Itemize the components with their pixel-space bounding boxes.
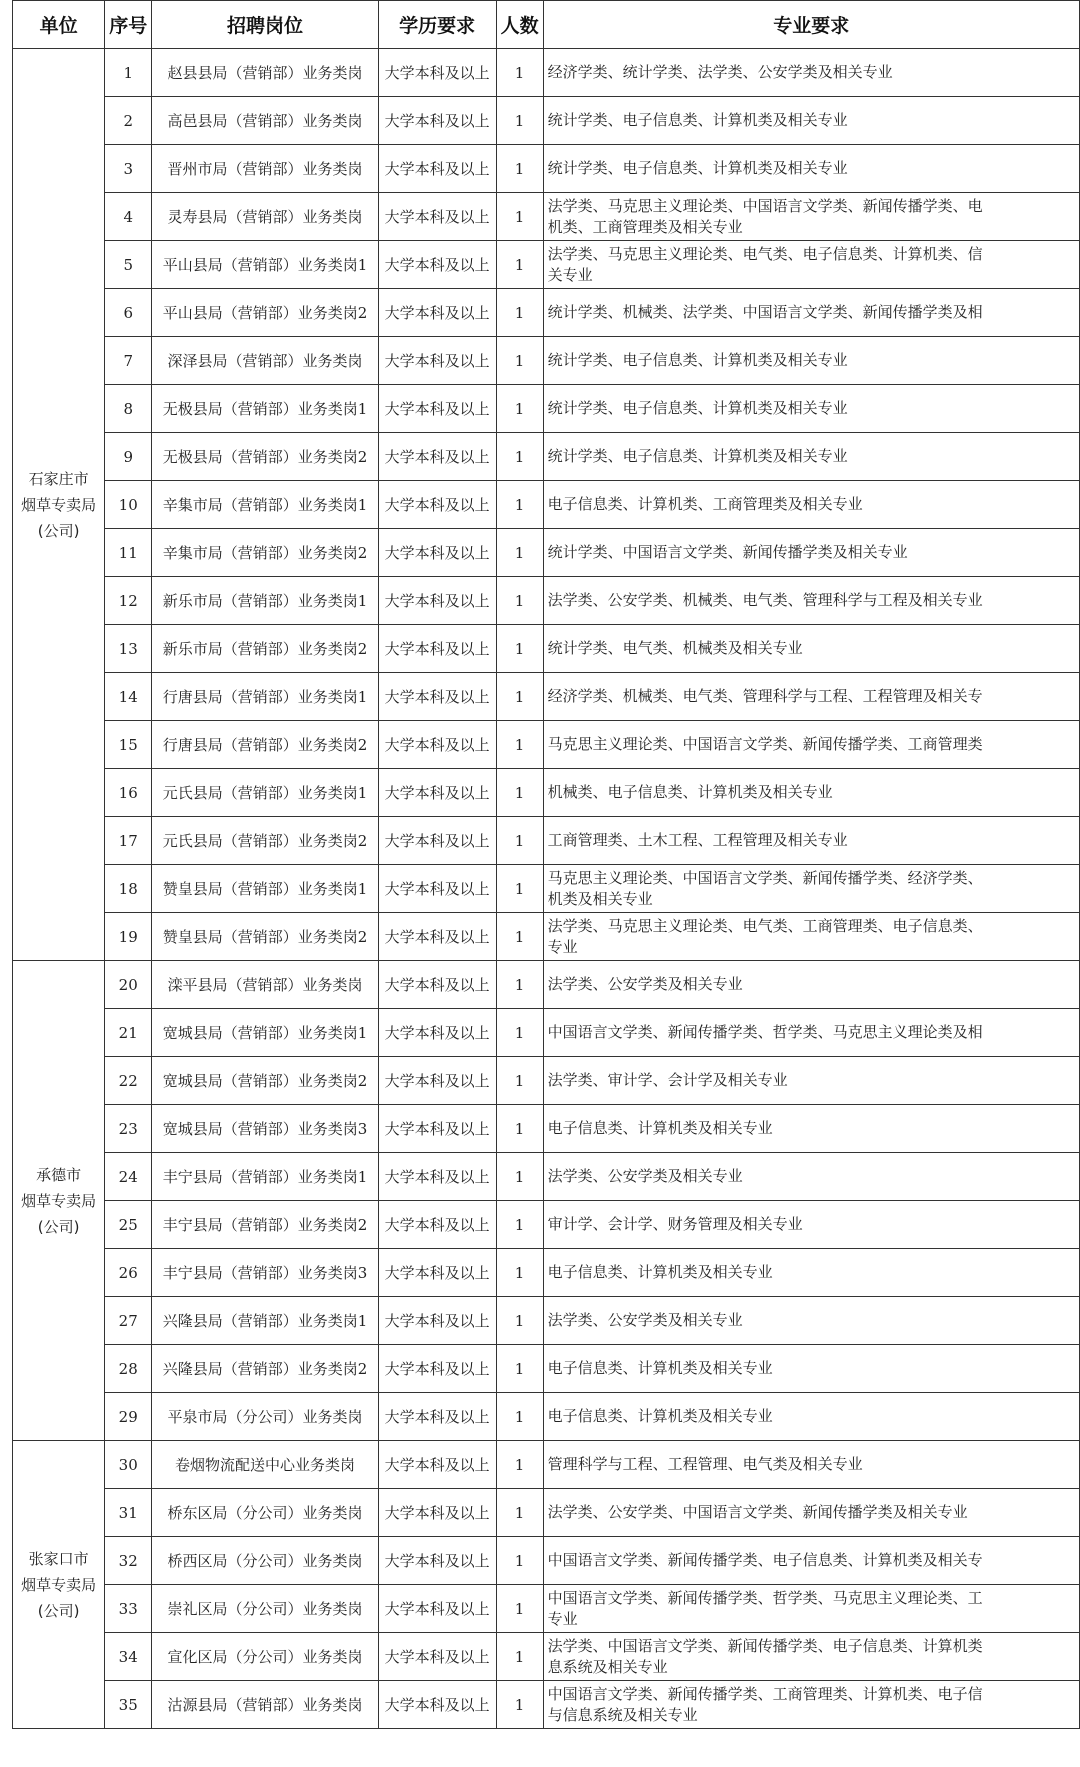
count-cell: 1 (496, 385, 543, 433)
major-cell (543, 577, 1079, 625)
row-number: 19 (105, 913, 152, 961)
major-line: 统计学类、电子信息类、计算机类及相关专业 (547, 351, 848, 369)
major-line: 机类、工商管理类及相关专业 (547, 217, 743, 236)
row-number: 23 (105, 1105, 152, 1153)
major-cell (543, 1105, 1079, 1153)
major-line: 中国语言文学类、新闻传播学类、哲学类、马克思主义理论类、工 (547, 1588, 983, 1607)
major-cell (543, 817, 1079, 865)
position-cell: 桥西区局（分公司）业务类岗 (152, 1537, 378, 1585)
table-row (13, 145, 1080, 193)
major-cell (543, 961, 1079, 1009)
education-cell: 大学本科及以上 (378, 769, 496, 817)
education-cell: 大学本科及以上 (378, 97, 496, 145)
row-number: 3 (105, 145, 152, 193)
education-cell: 大学本科及以上 (378, 1153, 496, 1201)
count-cell: 1 (496, 1441, 543, 1489)
major-line: 电子信息类、计算机类及相关专业 (547, 1263, 773, 1281)
education-cell: 大学本科及以上 (378, 817, 496, 865)
education-cell: 大学本科及以上 (378, 865, 496, 913)
count-cell: 1 (496, 865, 543, 913)
count-cell: 1 (496, 817, 543, 865)
table-row (13, 193, 1080, 241)
row-number: 4 (105, 193, 152, 241)
row-number: 8 (105, 385, 152, 433)
count-cell: 1 (496, 193, 543, 241)
position-cell: 崇礼区局（分公司）业务类岗 (152, 1585, 378, 1633)
count-cell: 1 (496, 289, 543, 337)
unit-line: (公司) (37, 1601, 80, 1620)
unit-line: 烟草专卖局 (21, 495, 97, 514)
major-cell (543, 241, 1079, 289)
row-number: 12 (105, 577, 152, 625)
row-number: 10 (105, 481, 152, 529)
table-row (13, 289, 1080, 337)
position-cell: 滦平县局（营销部）业务类岗 (152, 961, 378, 1009)
education-cell: 大学本科及以上 (378, 529, 496, 577)
major-line: 统计学类、电子信息类、计算机类及相关专业 (547, 399, 848, 417)
major-cell (543, 1489, 1079, 1537)
count-cell: 1 (496, 145, 543, 193)
count-cell: 1 (496, 1489, 543, 1537)
row-number: 14 (105, 673, 152, 721)
table-row (13, 1105, 1080, 1153)
position-cell: 行唐县局（营销部）业务类岗2 (152, 721, 378, 769)
education-cell: 大学本科及以上 (378, 1105, 496, 1153)
education-cell: 大学本科及以上 (378, 337, 496, 385)
major-line: 马克思主义理论类、中国语言文学类、新闻传播学类、经济学类、 (547, 868, 983, 887)
education-cell: 大学本科及以上 (378, 49, 496, 97)
table-row (13, 769, 1080, 817)
major-line: 法学类、中国语言文学类、新闻传播学类、电子信息类、计算机类 (547, 1636, 983, 1655)
position-cell: 桥东区局（分公司）业务类岗 (152, 1489, 378, 1537)
major-line: 统计学类、中国语言文学类、新闻传播学类及相关专业 (547, 543, 908, 561)
education-cell: 大学本科及以上 (378, 577, 496, 625)
education-cell: 大学本科及以上 (378, 1489, 496, 1537)
unit-cell (13, 49, 105, 961)
major-cell (543, 625, 1079, 673)
count-cell: 1 (496, 1009, 543, 1057)
table-row (13, 49, 1080, 97)
row-number: 5 (105, 241, 152, 289)
table-row (13, 1057, 1080, 1105)
header-unit: 单位 (13, 1, 105, 49)
position-cell: 平泉市局（分公司）业务类岗 (152, 1393, 378, 1441)
major-cell (543, 721, 1079, 769)
unit-line: 烟草专卖局 (21, 1191, 97, 1210)
row-number: 1 (105, 49, 152, 97)
row-number: 28 (105, 1345, 152, 1393)
major-line: 统计学类、电子信息类、计算机类及相关专业 (547, 447, 848, 465)
row-number: 13 (105, 625, 152, 673)
header-position: 招聘岗位 (152, 1, 378, 49)
count-cell: 1 (496, 1057, 543, 1105)
row-number: 9 (105, 433, 152, 481)
major-cell (543, 1153, 1079, 1201)
major-line: 统计学类、电子信息类、计算机类及相关专业 (547, 111, 848, 129)
count-cell: 1 (496, 1105, 543, 1153)
major-line: 法学类、公安学类、机械类、电气类、管理科学与工程及相关专业 (547, 591, 983, 609)
major-line: 电子信息类、计算机类及相关专业 (547, 1119, 773, 1137)
count-cell: 1 (496, 1585, 543, 1633)
count-cell: 1 (496, 625, 543, 673)
table-row (13, 673, 1080, 721)
count-cell: 1 (496, 721, 543, 769)
position-cell: 平山县局（营销部）业务类岗2 (152, 289, 378, 337)
count-cell: 1 (496, 961, 543, 1009)
position-cell: 元氏县局（营销部）业务类岗1 (152, 769, 378, 817)
major-cell (543, 193, 1079, 241)
table-row (13, 1153, 1080, 1201)
row-number: 22 (105, 1057, 152, 1105)
count-cell: 1 (496, 337, 543, 385)
major-line: 机械类、电子信息类、计算机类及相关专业 (547, 783, 833, 801)
unit-cell (13, 961, 105, 1441)
row-number: 24 (105, 1153, 152, 1201)
count-cell: 1 (496, 433, 543, 481)
major-line: 管理科学与工程、工程管理、电气类及相关专业 (547, 1455, 863, 1473)
major-line: 关专业 (547, 265, 593, 284)
position-cell: 宽城县局（营销部）业务类岗3 (152, 1105, 378, 1153)
education-cell: 大学本科及以上 (378, 1249, 496, 1297)
row-number: 30 (105, 1441, 152, 1489)
education-cell: 大学本科及以上 (378, 1057, 496, 1105)
unit-line: (公司) (37, 521, 80, 540)
position-cell: 深泽县局（营销部）业务类岗 (152, 337, 378, 385)
table-row (13, 1297, 1080, 1345)
count-cell: 1 (496, 1537, 543, 1585)
table-row (13, 241, 1080, 289)
count-cell: 1 (496, 577, 543, 625)
education-cell: 大学本科及以上 (378, 913, 496, 961)
row-number: 27 (105, 1297, 152, 1345)
education-cell: 大学本科及以上 (378, 625, 496, 673)
education-cell: 大学本科及以上 (378, 673, 496, 721)
row-number: 2 (105, 97, 152, 145)
header-major: 专业要求 (543, 1, 1079, 49)
major-line: 法学类、审计学、会计学及相关专业 (547, 1071, 788, 1089)
education-cell: 大学本科及以上 (378, 241, 496, 289)
table-row (13, 1201, 1080, 1249)
table-row (13, 913, 1080, 961)
position-cell: 赞皇县局（营销部）业务类岗1 (152, 865, 378, 913)
count-cell: 1 (496, 1153, 543, 1201)
major-cell (543, 1393, 1079, 1441)
count-cell: 1 (496, 673, 543, 721)
unit-line: 石家庄市 (28, 469, 89, 488)
row-number: 11 (105, 529, 152, 577)
major-cell (543, 289, 1079, 337)
education-cell: 大学本科及以上 (378, 433, 496, 481)
major-line: 经济学类、机械类、电气类、管理科学与工程、工程管理及相关专 (547, 687, 983, 705)
count-cell: 1 (496, 1201, 543, 1249)
unit-line: 承德市 (36, 1165, 82, 1184)
position-cell: 元氏县局（营销部）业务类岗2 (152, 817, 378, 865)
major-cell (543, 433, 1079, 481)
table-row (13, 385, 1080, 433)
major-cell (543, 145, 1079, 193)
major-cell (543, 673, 1079, 721)
position-cell: 灵寿县局（营销部）业务类岗 (152, 193, 378, 241)
major-line: 法学类、马克思主义理论类、电气类、工商管理类、电子信息类、 (547, 916, 983, 935)
position-cell: 赞皇县局（营销部）业务类岗2 (152, 913, 378, 961)
count-cell: 1 (496, 1633, 543, 1681)
table-row (13, 817, 1080, 865)
major-cell (543, 1057, 1079, 1105)
major-line: 电子信息类、计算机类及相关专业 (547, 1359, 773, 1377)
row-number: 25 (105, 1201, 152, 1249)
table-row (13, 961, 1080, 1009)
row-number: 18 (105, 865, 152, 913)
table-row (13, 721, 1080, 769)
major-cell (543, 1201, 1079, 1249)
row-number: 7 (105, 337, 152, 385)
count-cell: 1 (496, 1345, 543, 1393)
count-cell: 1 (496, 97, 543, 145)
education-cell: 大学本科及以上 (378, 481, 496, 529)
row-number: 15 (105, 721, 152, 769)
education-cell: 大学本科及以上 (378, 193, 496, 241)
count-cell: 1 (496, 1393, 543, 1441)
major-line: 与信息系统及相关专业 (547, 1705, 698, 1724)
major-line: 中国语言文学类、新闻传播学类、电子信息类、计算机类及相关专 (547, 1551, 983, 1569)
major-cell (543, 481, 1079, 529)
major-line: 电子信息类、计算机类、工商管理类及相关专业 (547, 495, 863, 513)
position-cell: 宣化区局（分公司）业务类岗 (152, 1633, 378, 1681)
position-cell: 行唐县局（营销部）业务类岗1 (152, 673, 378, 721)
table-row (13, 97, 1080, 145)
major-cell (543, 49, 1079, 97)
education-cell: 大学本科及以上 (378, 289, 496, 337)
count-cell: 1 (496, 49, 543, 97)
position-cell: 兴隆县局（营销部）业务类岗1 (152, 1297, 378, 1345)
major-line: 经济学类、统计学类、法学类、公安学类及相关专业 (547, 63, 893, 81)
header-education: 学历要求 (378, 1, 496, 49)
position-cell: 新乐市局（营销部）业务类岗2 (152, 625, 378, 673)
table-row (13, 1585, 1080, 1633)
major-line: 专业 (547, 937, 578, 956)
position-cell: 丰宁县局（营销部）业务类岗3 (152, 1249, 378, 1297)
table-row (13, 1537, 1080, 1585)
row-number: 26 (105, 1249, 152, 1297)
unit-line: (公司) (37, 1217, 80, 1236)
header-no: 序号 (105, 1, 152, 49)
row-number: 6 (105, 289, 152, 337)
table-row (13, 1393, 1080, 1441)
table-row (13, 337, 1080, 385)
unit-cell (13, 1441, 105, 1729)
major-line: 电子信息类、计算机类及相关专业 (547, 1407, 773, 1425)
position-cell: 晋州市局（营销部）业务类岗 (152, 145, 378, 193)
row-number: 17 (105, 817, 152, 865)
count-cell: 1 (496, 529, 543, 577)
header-count: 人数 (496, 1, 543, 49)
education-cell: 大学本科及以上 (378, 1537, 496, 1585)
major-line: 机类及相关专业 (547, 889, 653, 908)
table-row (13, 577, 1080, 625)
table-row (13, 1489, 1080, 1537)
row-number: 33 (105, 1585, 152, 1633)
table-row (13, 433, 1080, 481)
position-cell: 辛集市局（营销部）业务类岗1 (152, 481, 378, 529)
major-line: 工商管理类、土木工程、工程管理及相关专业 (547, 831, 848, 849)
education-cell: 大学本科及以上 (378, 1345, 496, 1393)
position-cell: 宽城县局（营销部）业务类岗2 (152, 1057, 378, 1105)
major-line: 中国语言文学类、新闻传播学类、哲学类、马克思主义理论类及相 (547, 1023, 983, 1041)
education-cell: 大学本科及以上 (378, 385, 496, 433)
position-cell: 平山县局（营销部）业务类岗1 (152, 241, 378, 289)
major-cell (543, 385, 1079, 433)
major-cell (543, 1249, 1079, 1297)
row-number: 21 (105, 1009, 152, 1057)
major-cell (543, 913, 1079, 961)
row-number: 16 (105, 769, 152, 817)
header-row (13, 1, 1080, 49)
row-number: 31 (105, 1489, 152, 1537)
table-row (13, 1441, 1080, 1489)
position-cell: 赵县县局（营销部）业务类岗 (152, 49, 378, 97)
major-line: 中国语言文学类、新闻传播学类、工商管理类、计算机类、电子信 (547, 1684, 983, 1703)
position-cell: 无极县局（营销部）业务类岗1 (152, 385, 378, 433)
major-line: 法学类、公安学类、中国语言文学类、新闻传播学类及相关专业 (547, 1503, 968, 1521)
table-row (13, 1345, 1080, 1393)
education-cell: 大学本科及以上 (378, 1681, 496, 1729)
count-cell: 1 (496, 769, 543, 817)
position-cell: 卷烟物流配送中心业务类岗 (152, 1441, 378, 1489)
education-cell: 大学本科及以上 (378, 961, 496, 1009)
count-cell: 1 (496, 1681, 543, 1729)
major-line: 统计学类、机械类、法学类、中国语言文学类、新闻传播学类及相 (547, 303, 983, 321)
position-cell: 丰宁县局（营销部）业务类岗2 (152, 1201, 378, 1249)
major-line: 专业 (547, 1609, 578, 1628)
position-cell: 丰宁县局（营销部）业务类岗1 (152, 1153, 378, 1201)
count-cell: 1 (496, 241, 543, 289)
education-cell: 大学本科及以上 (378, 721, 496, 769)
row-number: 35 (105, 1681, 152, 1729)
major-line: 统计学类、电气类、机械类及相关专业 (547, 639, 803, 657)
recruitment-table (12, 0, 1080, 1729)
table-row (13, 1681, 1080, 1729)
major-line: 统计学类、电子信息类、计算机类及相关专业 (547, 159, 848, 177)
major-line: 法学类、公安学类及相关专业 (547, 1311, 743, 1329)
major-cell (543, 769, 1079, 817)
major-cell (543, 1633, 1079, 1681)
major-cell (543, 1441, 1079, 1489)
position-cell: 新乐市局（营销部）业务类岗1 (152, 577, 378, 625)
count-cell: 1 (496, 1297, 543, 1345)
unit-line: 张家口市 (28, 1549, 89, 1568)
position-cell: 沽源县局（营销部）业务类岗 (152, 1681, 378, 1729)
table-body (13, 49, 1080, 1729)
position-cell: 宽城县局（营销部）业务类岗1 (152, 1009, 378, 1057)
education-cell: 大学本科及以上 (378, 1297, 496, 1345)
count-cell: 1 (496, 481, 543, 529)
major-line: 法学类、马克思主义理论类、电气类、电子信息类、计算机类、信 (547, 244, 983, 263)
major-cell (543, 1009, 1079, 1057)
position-cell: 高邑县局（营销部）业务类岗 (152, 97, 378, 145)
major-line: 审计学、会计学、财务管理及相关专业 (547, 1215, 803, 1233)
count-cell: 1 (496, 1249, 543, 1297)
major-line: 息系统及相关专业 (547, 1657, 668, 1676)
table-row (13, 1249, 1080, 1297)
table-row (13, 1633, 1080, 1681)
major-line: 法学类、马克思主义理论类、中国语言文学类、新闻传播学类、电 (547, 196, 983, 215)
major-line: 马克思主义理论类、中国语言文学类、新闻传播学类、工商管理类 (547, 735, 983, 753)
table-row (13, 625, 1080, 673)
major-cell (543, 529, 1079, 577)
table-row (13, 529, 1080, 577)
row-number: 34 (105, 1633, 152, 1681)
position-cell: 辛集市局（营销部）业务类岗2 (152, 529, 378, 577)
table-row (13, 865, 1080, 913)
major-cell (543, 1585, 1079, 1633)
position-cell: 无极县局（营销部）业务类岗2 (152, 433, 378, 481)
major-cell (543, 1297, 1079, 1345)
major-cell (543, 1345, 1079, 1393)
major-cell (543, 1681, 1079, 1729)
major-line: 法学类、公安学类及相关专业 (547, 975, 743, 993)
row-number: 20 (105, 961, 152, 1009)
major-cell (543, 97, 1079, 145)
education-cell: 大学本科及以上 (378, 1393, 496, 1441)
row-number: 32 (105, 1537, 152, 1585)
table-row (13, 481, 1080, 529)
education-cell: 大学本科及以上 (378, 1441, 496, 1489)
education-cell: 大学本科及以上 (378, 1009, 496, 1057)
education-cell: 大学本科及以上 (378, 1201, 496, 1249)
education-cell: 大学本科及以上 (378, 145, 496, 193)
unit-line: 烟草专卖局 (21, 1575, 97, 1594)
row-number: 29 (105, 1393, 152, 1441)
major-line: 法学类、公安学类及相关专业 (547, 1167, 743, 1185)
major-cell (543, 337, 1079, 385)
major-cell (543, 865, 1079, 913)
education-cell: 大学本科及以上 (378, 1585, 496, 1633)
table-row (13, 1009, 1080, 1057)
major-cell (543, 1537, 1079, 1585)
education-cell: 大学本科及以上 (378, 1633, 496, 1681)
position-cell: 兴隆县局（营销部）业务类岗2 (152, 1345, 378, 1393)
count-cell: 1 (496, 913, 543, 961)
